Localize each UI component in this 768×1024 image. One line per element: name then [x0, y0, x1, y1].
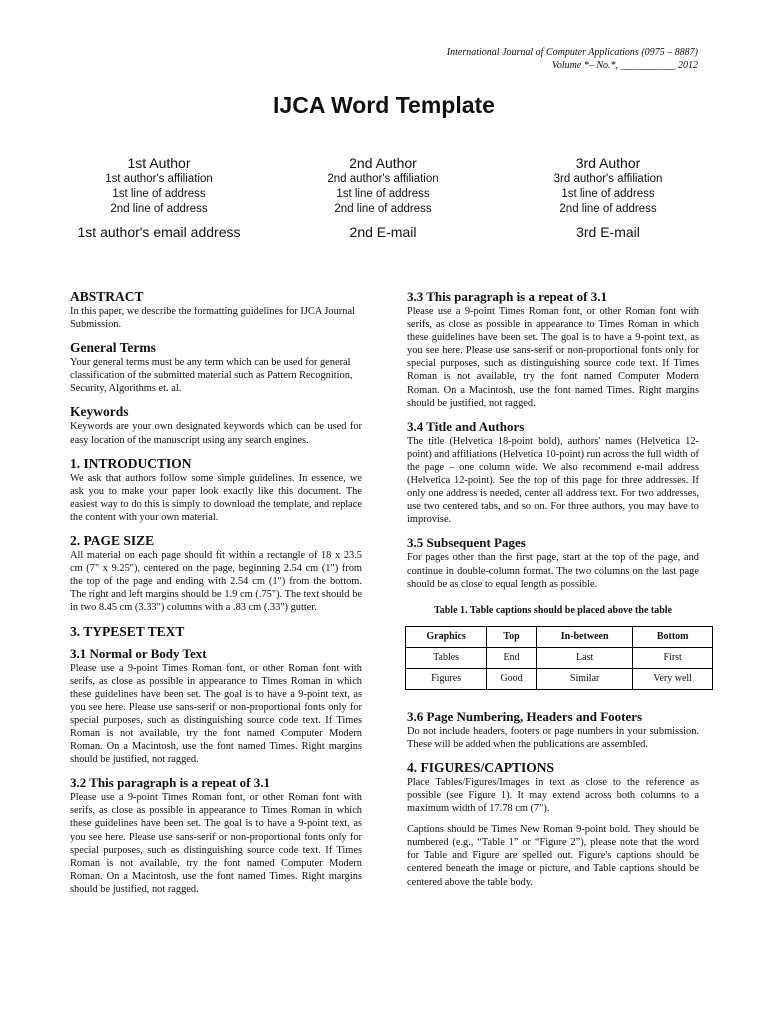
paper-title: IJCA Word Template — [273, 92, 495, 118]
author-address-line-1: 1st line of address — [561, 188, 655, 200]
author-address-line-2: 2nd line of address — [334, 203, 432, 215]
author-affiliation: 1st author's affiliation — [105, 173, 213, 185]
section-3-1-heading: 3.1 Normal or Body Text — [70, 645, 207, 661]
section-3-3-text: Please use a 9-point Times Roman font, or other Roman font with serifs, as close as possible in appearance to Times Roman in which these guidelines have been set. The goal is to have a 9-point text, as you see here. Please use sans-serif or non-proportional fonts only for special purposes, such as distinguishing source code text. If Times Roman is not available, try the font named Computer Modern Roman. On a Macintosh, use the font named Times. Right margins should be justified, not ragged. — [407, 306, 699, 409]
section-3-6-text: Do not include headers, footers or page numbers in your submission. These will be added when the publications are assembled. — [407, 725, 699, 750]
table-cell: Good — [487, 668, 537, 689]
table-cell: Similar — [536, 668, 632, 689]
author-block-2 — [263, 154, 503, 241]
table-cell: Last — [536, 647, 632, 668]
author-email: 3rd E-mail — [576, 224, 640, 240]
section-3-2-text: Please use a 9-point Times Roman font, or other Roman font with serifs, as close as possible in appearance to Times Roman in which these guidelines have been set. The goal is to have a 9-point text, as you see here. Please use sans-serif or non-proportional fonts only for special purposes, such as distinguishing source code text. If Times Roman is not available, try the font named Computer Modern Roman. On a Macintosh, use the font named Times. Right margins should be justified, not ragged. — [70, 792, 362, 895]
typeset-heading: 3. TYPESET TEXT — [70, 623, 185, 639]
section-3-4-text: The title (Helvetica 18-point bold), authors' names (Helvetica 12-point) and affiliations (Helvetica 10-point) run across the full width of the page – one column wide. We also recommend e-mail address (Helvetica 12-point). See the top of this page for three addresses. If only one address is needed, center all address text. For two addresses, use two centered tabs, and so on. For three authors, you may have to improvise. — [407, 435, 699, 526]
table-cell: First — [633, 647, 713, 668]
table-cell: Figures — [406, 668, 487, 689]
general-terms-text: Your general terms must be any term which can be used for general classification of the submitted material such as Pattern Recognition, Security, Algorithms et. al. — [70, 357, 353, 395]
volume-header: Volume *– No.*, ___________ 2012 — [551, 60, 698, 71]
table-header-cell: In-between — [536, 626, 632, 647]
section-3-4-heading: 3.4 Title and Authors — [407, 418, 525, 434]
table-row — [406, 647, 713, 668]
table-header-cell: Bottom — [633, 626, 713, 647]
keywords-text: Keywords are your own designated keywords which can be used for easy location of the manuscript using any search engines. — [70, 421, 362, 446]
author-affiliation: 3rd author's affiliation — [553, 173, 663, 185]
left-column — [70, 288, 362, 896]
author-name: 1st Author — [127, 155, 191, 171]
section-3-5-heading: 3.5 Subsequent Pages — [407, 535, 526, 551]
introduction-text: We ask that authors follow some simple guidelines. In essence, we ask you to make your paper look exactly like this document. The easiest way to do this is simply to download the template, and replace the content with your own material. — [70, 472, 362, 523]
table-cell: Very well — [633, 668, 713, 689]
author-block-3 — [488, 154, 728, 241]
table-cell: End — [487, 647, 537, 668]
journal-header: International Journal of Computer Applications (0975 – 8887) — [446, 47, 698, 58]
author-address-line-2: 2nd line of address — [110, 203, 208, 215]
author-address-line-1: 1st line of address — [112, 188, 206, 200]
abstract-heading: ABSTRACT — [70, 289, 144, 304]
table-header-row — [406, 626, 713, 647]
section-3-2-heading: 3.2 This paragraph is a repeat of 3.1 — [70, 775, 270, 791]
author-address-line-2: 2nd line of address — [559, 203, 657, 215]
figures-text-2: Captions should be Times New Roman 9-point bold. They should be numbered (e.g., “Table 1” or “Figure 2”), please note that the word for Table and Figure are spelled out. Figure's captions should be centered beneath the image or picture, and Table captions should be centered above the table body. — [407, 824, 699, 888]
page-size-text: All material on each page should fit within a rectangle of 18 x 23.5 cm (7" x 9.25"), centered on the page, beginning 2.54 cm (1") from the top of the page and ending with 2.54 cm (1") from the bottom. The right and left margins should be 1.9 cm (.75"). The text should be in two 8.45 cm (3.33") columns with a .83 cm (.33") gutter. — [70, 550, 362, 614]
section-3-5-text: For pages other than the first page, start at the top of the page, and continue in double-column format. The two columns on the last page should be as close to equal length as possible. — [407, 552, 699, 590]
page-size-heading: 2. PAGE SIZE — [70, 533, 155, 549]
table-row — [406, 668, 713, 689]
author-address-line-1: 1st line of address — [336, 188, 430, 200]
author-name: 3rd Author — [575, 155, 641, 171]
author-name: 2nd Author — [349, 155, 417, 171]
keywords-heading: Keywords — [70, 404, 129, 420]
figures-text-1: Place Tables/Figures/Images in text as close to the reference as possible (see Figure 1). It may extend across both columns to a maximum width of 17.78 cm (7"). — [407, 776, 699, 815]
example-table — [405, 626, 713, 690]
author-block-1 — [39, 154, 279, 241]
table-caption: Table 1. Table captions should be placed above the table — [433, 604, 672, 616]
author-email: 2nd E-mail — [349, 224, 417, 240]
section-3-3-heading: 3.3 This paragraph is a repeat of 3.1 — [407, 289, 607, 304]
author-affiliation: 2nd author's affiliation — [327, 173, 439, 185]
general-terms-heading: General Terms — [70, 340, 156, 356]
introduction-heading: 1. INTRODUCTION — [70, 455, 192, 471]
figures-captions-heading: 4. FIGURES/CAPTIONS — [407, 759, 555, 775]
table-header-cell: Top — [487, 626, 537, 647]
table-header-cell: Graphics — [406, 626, 487, 647]
section-3-6-heading: 3.6 Page Numbering, Headers and Footers — [407, 708, 643, 724]
author-email: 1st author's email address — [77, 224, 241, 240]
section-3-1-text: Please use a 9-point Times Roman font, or other Roman font with serifs, as close as possible in appearance to Times Roman in which these guidelines have been set. The goal is to have a 9-point text, as you see here. Please use sans-serif or non-proportional fonts only for special purposes, such as distinguishing source code text. If Times Roman is not available, try the font named Computer Modern Roman. On a Macintosh, use the font named Times. Right margins should be justified, not ragged. — [70, 662, 362, 766]
abstract-text: In this paper, we describe the formatting guidelines for IJCA Journal Submission. — [70, 306, 355, 331]
table-cell: Tables — [406, 647, 487, 668]
right-column — [407, 288, 699, 889]
